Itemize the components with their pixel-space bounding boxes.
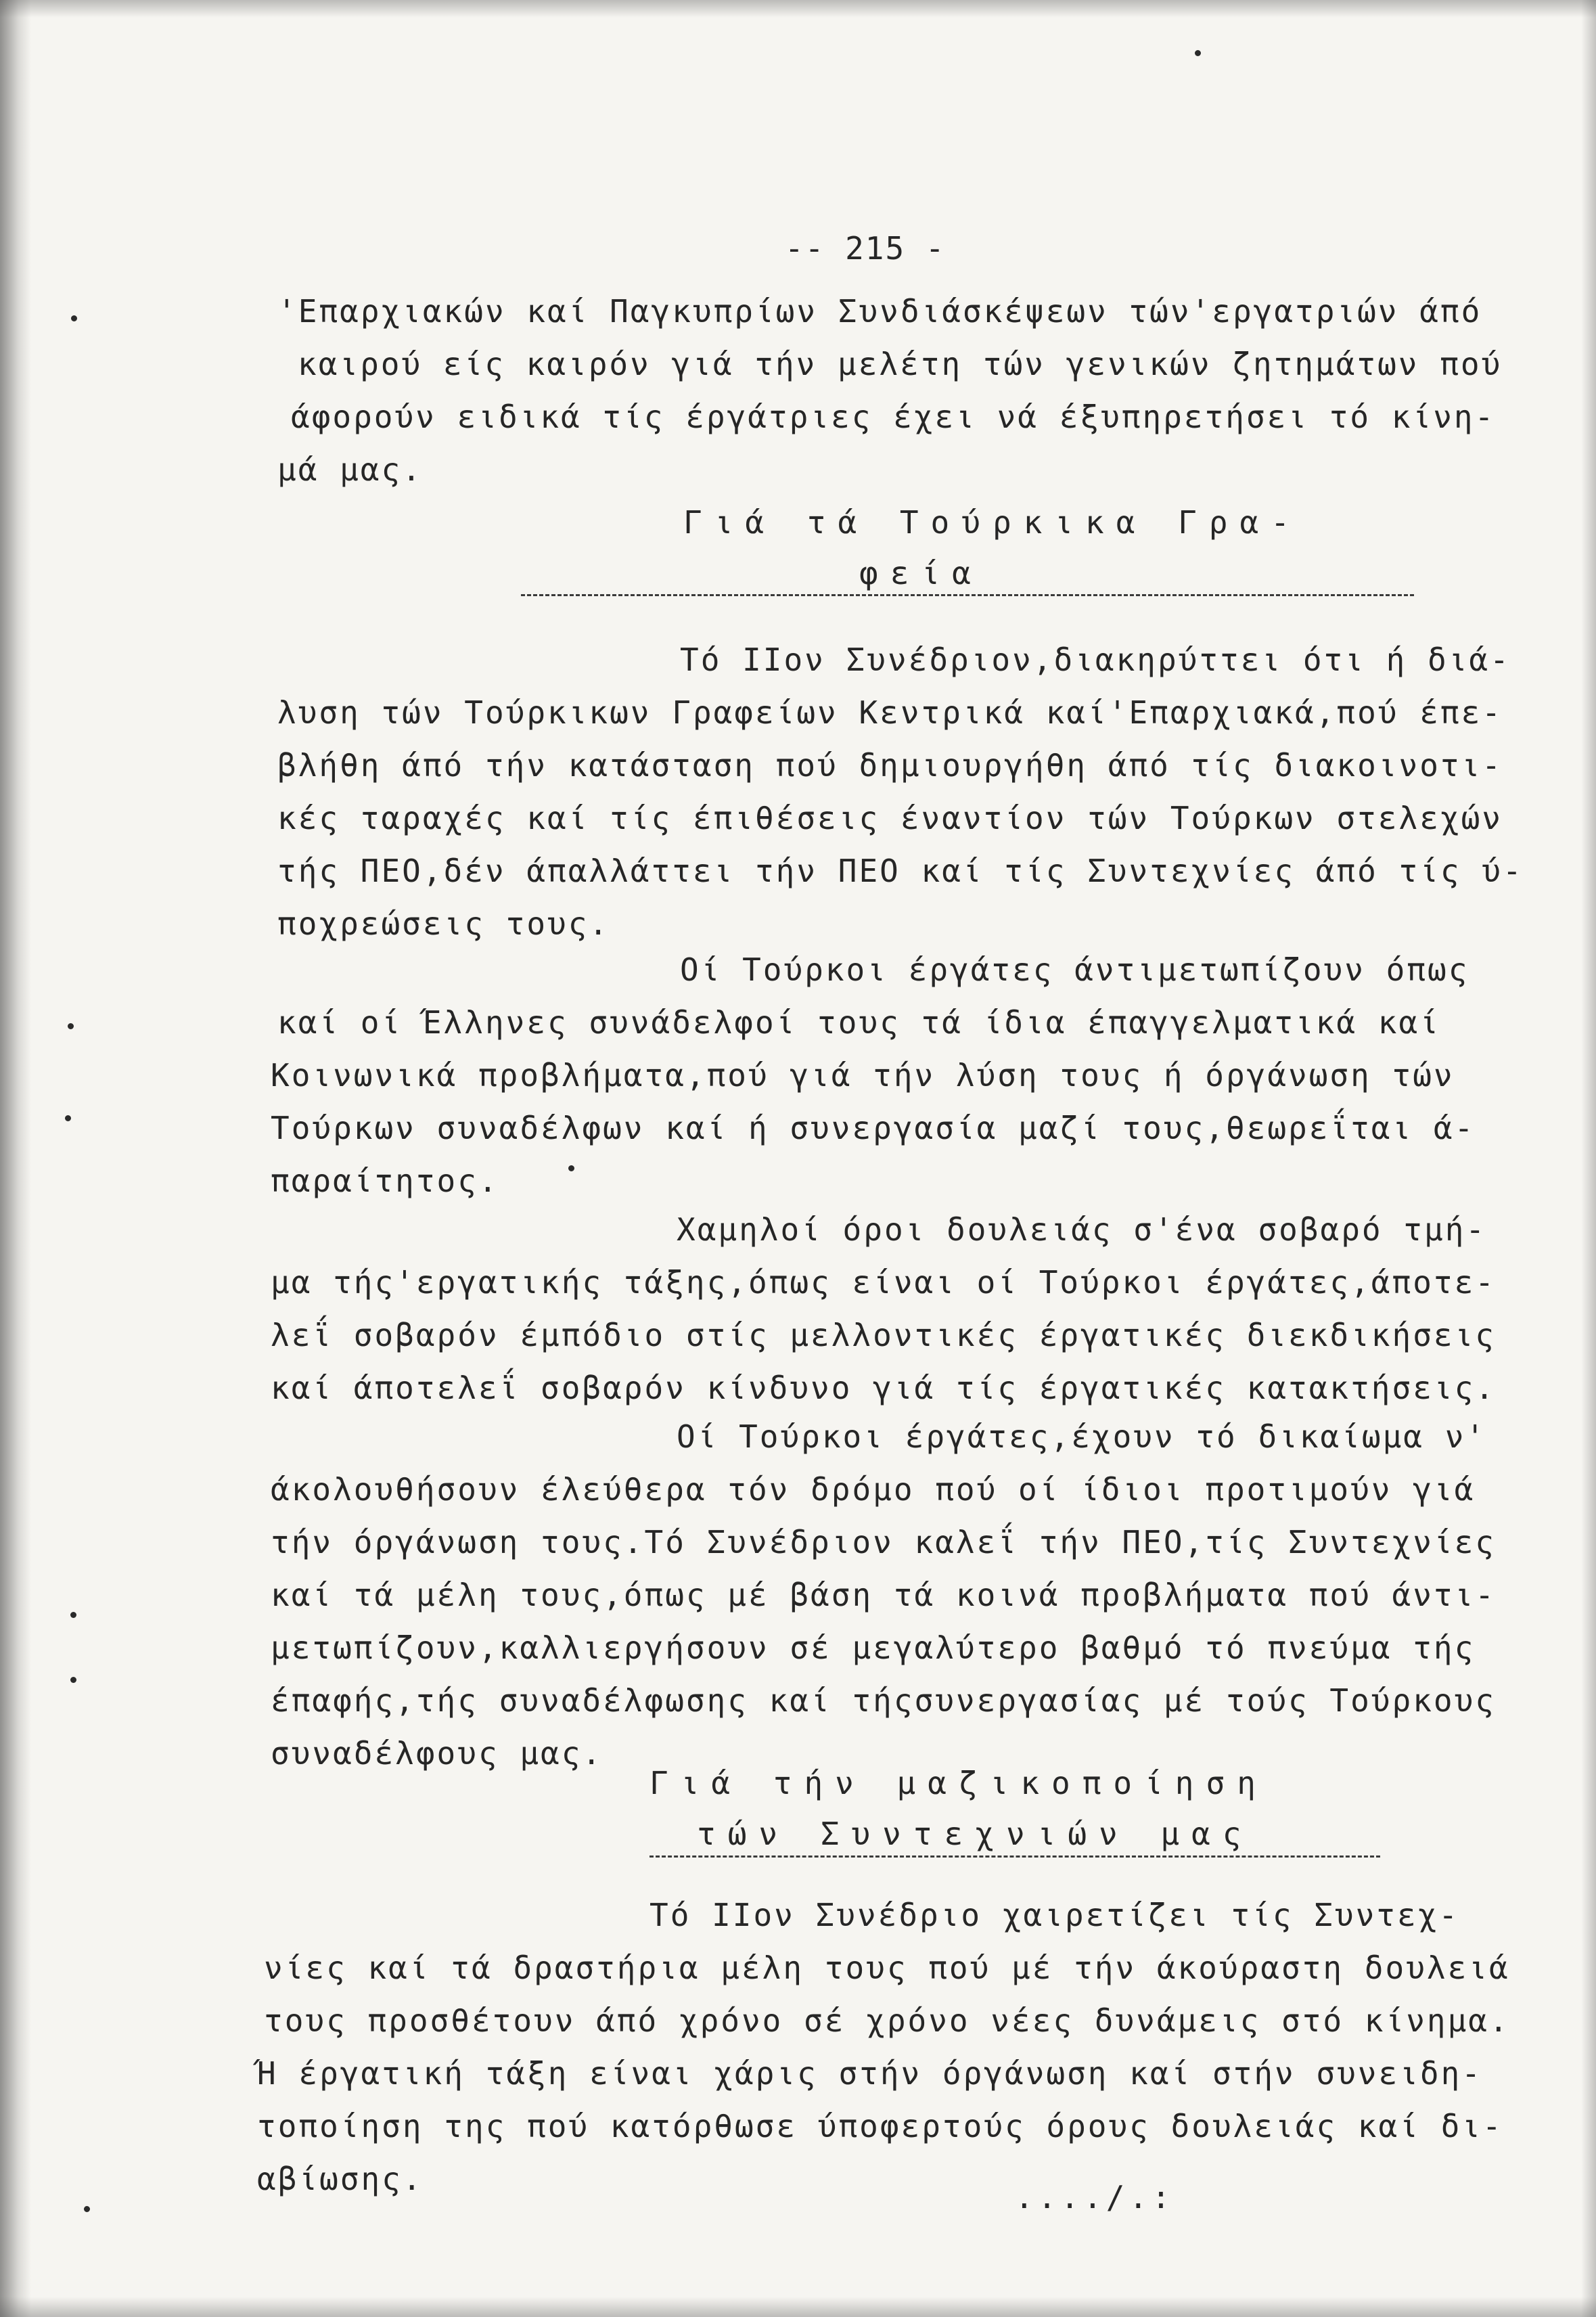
text-line: Χαμηλοί όροι δουλειάς σ'ένα σοβαρό τμή- (677, 1211, 1487, 1248)
text-line: άφορούν ειδικά τίς έργάτριες έχει νά έξυπηρετήσει τό κίνη- (291, 399, 1496, 435)
text-line: καί άποτελεΐ σοβαρόν κίνδυνο γιά τίς έργατικές κατακτήσεις. (271, 1370, 1496, 1406)
heading-underline (649, 1855, 1380, 1858)
page-number: -- 215 - (785, 230, 946, 267)
scan-speck (70, 1612, 76, 1618)
continuation-mark: ..../.: (1015, 2179, 1175, 2215)
text-line: τους προσθέτουν άπό χρόνο σέ χρόνο νέες δυνάμεις στό κίνημα. (264, 2002, 1510, 2039)
text-line: λεΐ σοβαρόν έμπόδιο στίς μελλοντικές έργατικές διεκδικήσεις (271, 1317, 1496, 1353)
scan-edge-bottom (0, 2297, 1596, 2317)
text-line: έπαφής,τής συναδέλφωσης καί τήςσυνεργασίας μέ τούς Τούρκους (271, 1682, 1496, 1719)
section-heading: τών Συντεχνιών μας (697, 1816, 1254, 1852)
text-line: κές ταραχές καί τίς έπιθέσεις έναντίον τών Τούρκων στελεχών (277, 800, 1503, 836)
text-line: Οί Τούρκοι έργάτες,έχουν τό δικαίωμα ν' (677, 1418, 1487, 1455)
scan-edge-right (1581, 0, 1596, 2317)
text-line: μά μας. (277, 451, 423, 488)
text-line: τής ΠΕΟ,δέν άπαλλάττει τήν ΠΕΟ καί τίς Συντεχνίες άπό τίς ύ- (277, 853, 1524, 889)
scan-speck (65, 1115, 71, 1121)
text-line: συναδέλφους μας. (271, 1735, 603, 1772)
scan-speck (68, 1023, 74, 1029)
text-line: τοποίηση της πού κατόρθωσε ύποφερτούς όρους δουλειάς καί δι- (257, 2108, 1503, 2144)
text-line: παραίτητος. (271, 1163, 499, 1199)
text-line: Ή έργατική τάξη είναι χάρις στήν όργάνωση καί στήν συνειδη- (257, 2055, 1482, 2092)
scan-speck (568, 1165, 574, 1171)
text-line: καί τά μέλη τους,όπως μέ βάση τά κοινά προβλήματα πού άντι- (271, 1577, 1496, 1613)
text-line: αβίωσης. (257, 2161, 424, 2197)
text-line: καί οί Έλληνες συνάδελφοί τους τά ίδια έπαγγελματικά καί (277, 1004, 1440, 1041)
heading-underline (521, 594, 1414, 596)
text-line: Οί Τούρκοι έργάτες άντιμετωπίζουν όπως (680, 951, 1469, 988)
text-line: Τό ΙΙον Συνέδριον,διακηρύττει ότι ή διά- (680, 642, 1511, 678)
scan-edge-left (0, 0, 31, 2317)
text-line: άκολουθήσουν έλεύθερα τόν δρόμο πού οί ίδιοι προτιμούν γιά (271, 1471, 1476, 1508)
text-line: Τούρκων συναδέλφων καί ή συνεργασία μαζί τους,θεωρεΐται ά- (271, 1110, 1476, 1146)
section-heading: Γιά τά Τούρκικα Γρα- (683, 504, 1302, 541)
text-line: τήν όργάνωση τους.Τό Συνέδριον καλεΐ τήν ΠΕΟ,τίς Συντεχνίες (271, 1524, 1496, 1560)
section-heading: Γιά τήν μαζικοποίηση (649, 1765, 1268, 1801)
text-line: βλήθη άπό τήν κατάσταση πού δημιουργήθη άπό τίς διακοινοτι- (277, 747, 1503, 784)
text-line: 'Επαρχιακών καί Παγκυπρίων Συνδιάσκέψεων τών'εργατριών άπό (277, 293, 1482, 330)
text-line: καιρού είς καιρόν γιά τήν μελέτη τών γενικών ζητημάτων πού (298, 346, 1503, 382)
text-line: Κοινωνικά προβλήματα,πού γιά τήν λύση τους ή όργάνωση τών (271, 1057, 1455, 1094)
scan-speck (1195, 50, 1201, 56)
scan-edge-top (0, 0, 1596, 18)
text-line: μετωπίζουν,καλλιεργήσουν σέ μεγαλύτερο βαθμό τό πνεύμα τής (271, 1629, 1476, 1666)
scan-speck (71, 315, 77, 321)
text-line: ποχρεώσεις τους. (277, 905, 610, 942)
scan-speck (84, 2206, 90, 2212)
section-heading: φεία (859, 555, 983, 591)
scan-speck (70, 1677, 76, 1683)
text-line: νίες καί τά δραστήρια μέλη τους πού μέ τήν άκούραστη δουλειά (264, 1950, 1510, 1986)
text-line: Τό ΙΙον Συνέδριο χαιρετίζει τίς Συντεχ- (649, 1897, 1460, 1933)
text-line: μα τής'εργατικής τάξης,όπως είναι οί Τούρκοι έργάτες,άποτε- (271, 1264, 1496, 1301)
text-line: λυση τών Τούρκικων Γραφείων Κεντρικά καί'Επαρχιακά,πού έπε- (277, 694, 1503, 731)
